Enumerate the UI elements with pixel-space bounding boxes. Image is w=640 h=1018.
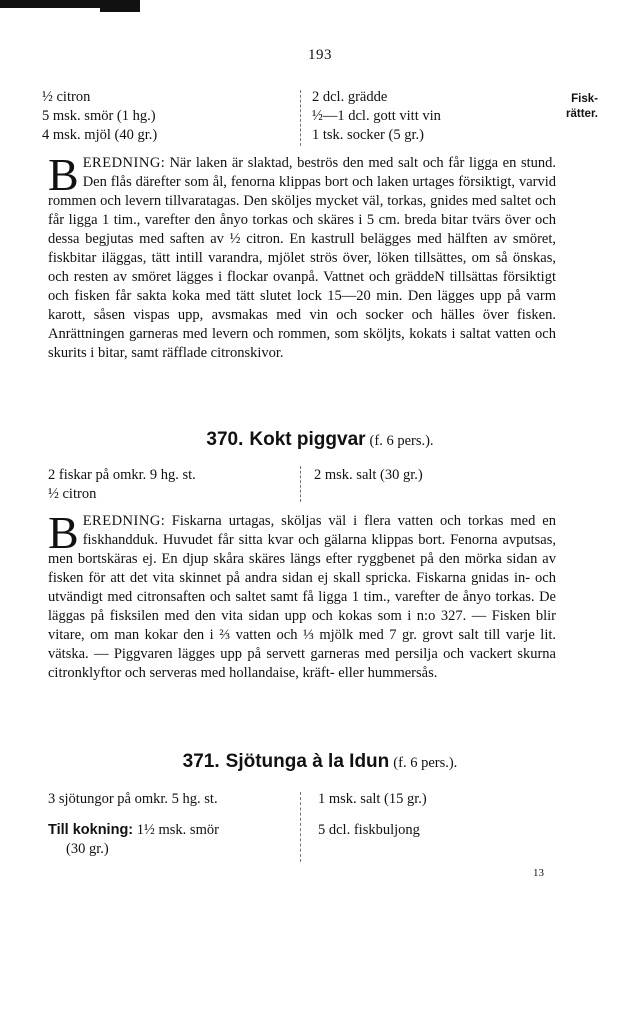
ingredient-line: 2 dcl. grädde [312,89,388,105]
page-number: 193 [308,47,332,63]
boiling-label: Till kokning: [48,822,134,838]
side-label-line-1: Fisk- [571,93,598,105]
ingredient-line: 2 fiskar på omkr. 9 hg. st. [48,467,196,483]
ingredient-line: 4 msk. mjöl (40 gr.) [42,127,158,143]
ingredient-line: 1 tsk. socker (5 gr.) [312,127,424,143]
drop-cap: B [48,149,79,200]
lead-word: EREDNING [82,513,161,529]
ingredient-line: 3 sjötungor på omkr. 5 hg. st. [48,791,218,807]
recipe-371-ingredients-left [48,790,219,859]
drop-cap: B [48,507,79,558]
lead-word: EREDNING [82,155,161,171]
boiling-text-cont: (30 gr.) [66,841,109,857]
column-divider [300,792,301,862]
ingredient-line: 5 dcl. fiskbuljong [318,822,420,838]
side-label [538,92,598,122]
recipe-371-ingredients-right [318,790,427,840]
ingredient-line: ½ citron [42,89,91,105]
top-ingredients-left [42,88,157,145]
side-label-line-2: rätter. [566,108,598,120]
ingredient-line: 1 msk. salt (15 gr.) [318,791,427,807]
ingredient-line: ½—1 dcl. gott vitt vin [312,108,441,124]
recipe-370-ingredients-right [314,466,423,485]
signature-mark: 13 [533,867,544,879]
paragraph-text: : När laken är slaktad, beströs den med salt och får ligga en stund. Den flås därefter som ål, fenorna klippas bort och laken urtages försiktigt, varvid rommen och levern tillvaratagas. Den sköljes mycket väl, torkas, gnides med saltet och får ligga 1 tim., varefter den ånyo torkas och skäres i 5 cm. breda bitar tvärs över och dessa begjutas med saften av ½ citron. En kastrull belägges med hälften av smöret, fiskbitar iläggas, tätt intill varandra, mjölet strös över, löken tillsättes, om så önskas, och resten av smöret lägges i flockar ovanpå. Vattnet och gräddeN tillsättas försiktigt och fisken får sakta koka med tätt slutet lock 15—20 min. Den lägges upp på varm karott, såsen vispas upp, avsmakas med vin och socker och hälles över fisken. Anrättningen garneras med levern och rommen, som sköljts, kokats i saltat vatten och skurits i bitar, samt räfflade citronskivor. [48,155,556,361]
recipe-servings: (f. 6 pers.). [393,755,458,771]
column-divider [300,466,301,502]
column-divider [300,90,301,146]
boiling-text: 1½ msk. smör [136,822,219,838]
recipe-number: 371. [182,751,220,772]
recipe-number: 370. [206,429,244,450]
ingredient-line: 5 msk. smör (1 hg.) [42,108,156,124]
ingredient-line: ½ citron [48,486,97,502]
recipe-title: Sjötunga à la Idun [225,751,390,772]
preparation-paragraph-370 [48,507,556,683]
recipe-370-ingredients-left [48,466,196,504]
top-edge-bar [0,0,140,8]
top-ingredients-right [312,88,441,145]
recipe-370-heading [0,430,640,451]
paragraph-text: : Fiskarna urtagas, sköljas väl i flera vatten och torkas med en fiskhandduk. Huvudet får sitta kvar och gälarna klippas bort. Fenorna avputsas, men bortskäras ej. En djup skåra skäres längs efter ryggbenet på den mörka sidan av fisken för att det vita skinnet på andra sidan ej skall spricka. Fiskarna gnidas in- och utvändigt med citronsaften och saltet samt få ligga 1 tim., varefter de ånyo torkas. De läggas på fisksilen med den vita sidan upp och kokas som i n:o 327. — Fisken blir vitare, om man kokar den i ⅔ vatten och ⅓ mjölk med 7 gr. grovt salt till varje lit. vätska. — Piggvaren lägges upp på servett garneras med persilja och vackert skurna citronklyftor och serveras med hollandaise, kräft- eller hummersås. [48,513,556,681]
recipe-title: Kokt piggvar [249,429,366,450]
recipe-371-heading [0,752,640,773]
ingredient-line: 2 msk. salt (30 gr.) [314,467,423,483]
preparation-paragraph-1 [48,149,556,363]
recipe-servings: (f. 6 pers.). [369,433,434,449]
boiling-line [48,821,219,840]
